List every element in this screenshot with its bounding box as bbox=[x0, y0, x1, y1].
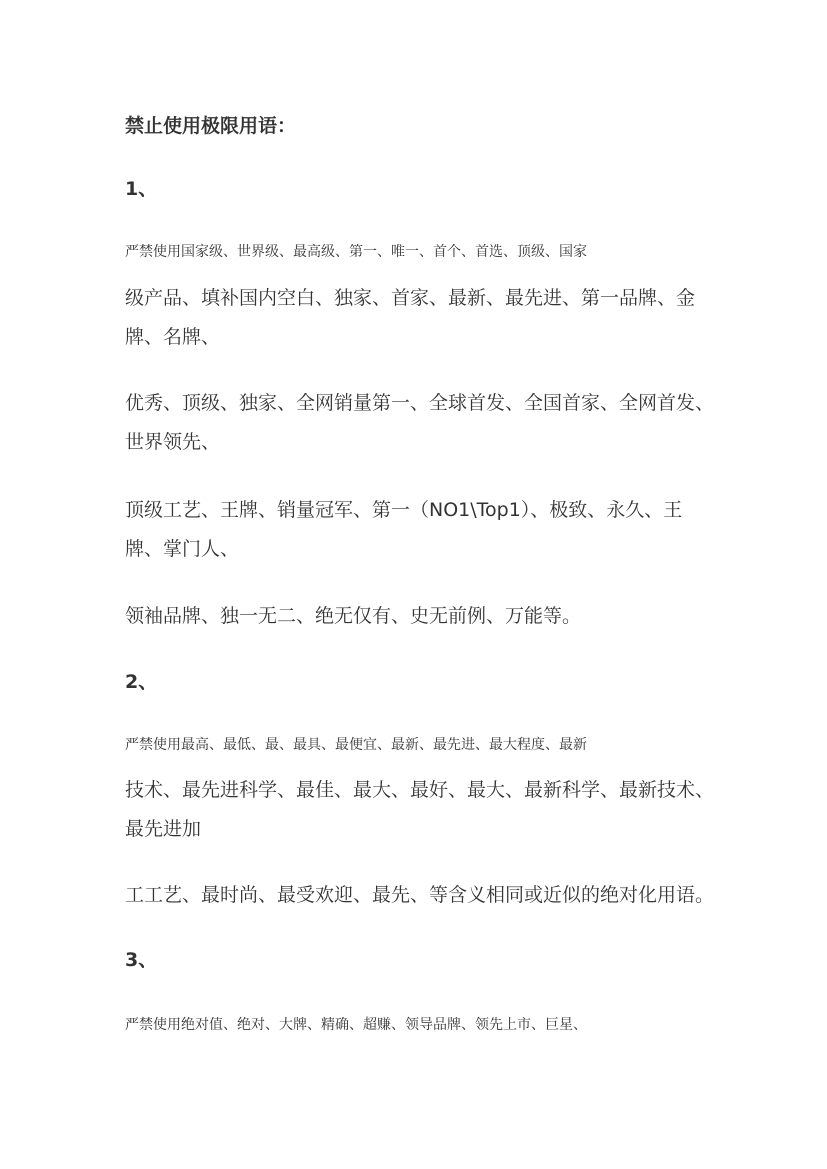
section-1-paragraph-2 bbox=[125, 384, 715, 462]
section-1-intro: 严禁使用国家级、世界级、最高级、第一、唯一、首个、首选、顶级、国家 bbox=[125, 244, 587, 260]
paragraph-line: 牌、名牌、 bbox=[125, 326, 221, 348]
section-1-paragraph-4 bbox=[125, 597, 710, 636]
paragraph-line: 牌、掌门人、 bbox=[125, 538, 240, 560]
section-1-number: 1、 bbox=[125, 178, 158, 200]
section-3-intro: 严禁使用绝对值、绝对、大牌、精确、超赚、领导品牌、领先上市、巨星、 bbox=[125, 1017, 587, 1033]
section-2-intro: 严禁使用最高、最低、最、最具、最便宜、最新、最先进、最大程度、最新 bbox=[125, 737, 587, 753]
paragraph-line: 最先进加 bbox=[125, 818, 202, 840]
section-2-number: 2、 bbox=[125, 671, 158, 693]
page-title: 禁止使用极限用语： bbox=[125, 115, 297, 137]
section-2-paragraph-2 bbox=[125, 876, 715, 915]
section-3-number: 3、 bbox=[125, 949, 158, 971]
paragraph-line: 领袖品牌、独一无二、绝无仅有、史无前例、万能等。 bbox=[125, 605, 582, 627]
paragraph-line: 级产品、填补国内空白、独家、首家、最新、最先进、第一品牌、金 bbox=[125, 287, 696, 309]
paragraph-line: 技术、最先进科学、最佳、最大、最好、最大、最新科学、最新技术、 bbox=[125, 779, 715, 801]
paragraph-line: 世界领先、 bbox=[125, 431, 221, 453]
paragraph-line: 工工艺、最时尚、最受欢迎、最先、等含义相同或近似的绝对化用语。 bbox=[125, 884, 715, 906]
paragraph-line: 优秀、顶级、独家、全网销量第一、全球首发、全国首家、全网首发、 bbox=[125, 392, 715, 414]
section-1-paragraph-3 bbox=[125, 491, 710, 569]
section-2-paragraph-1 bbox=[125, 771, 715, 849]
section-1-paragraph-1 bbox=[125, 279, 710, 357]
paragraph-line: 顶级工艺、王牌、销量冠军、第一（NO1\Top1）、极致、永久、王 bbox=[125, 499, 683, 521]
